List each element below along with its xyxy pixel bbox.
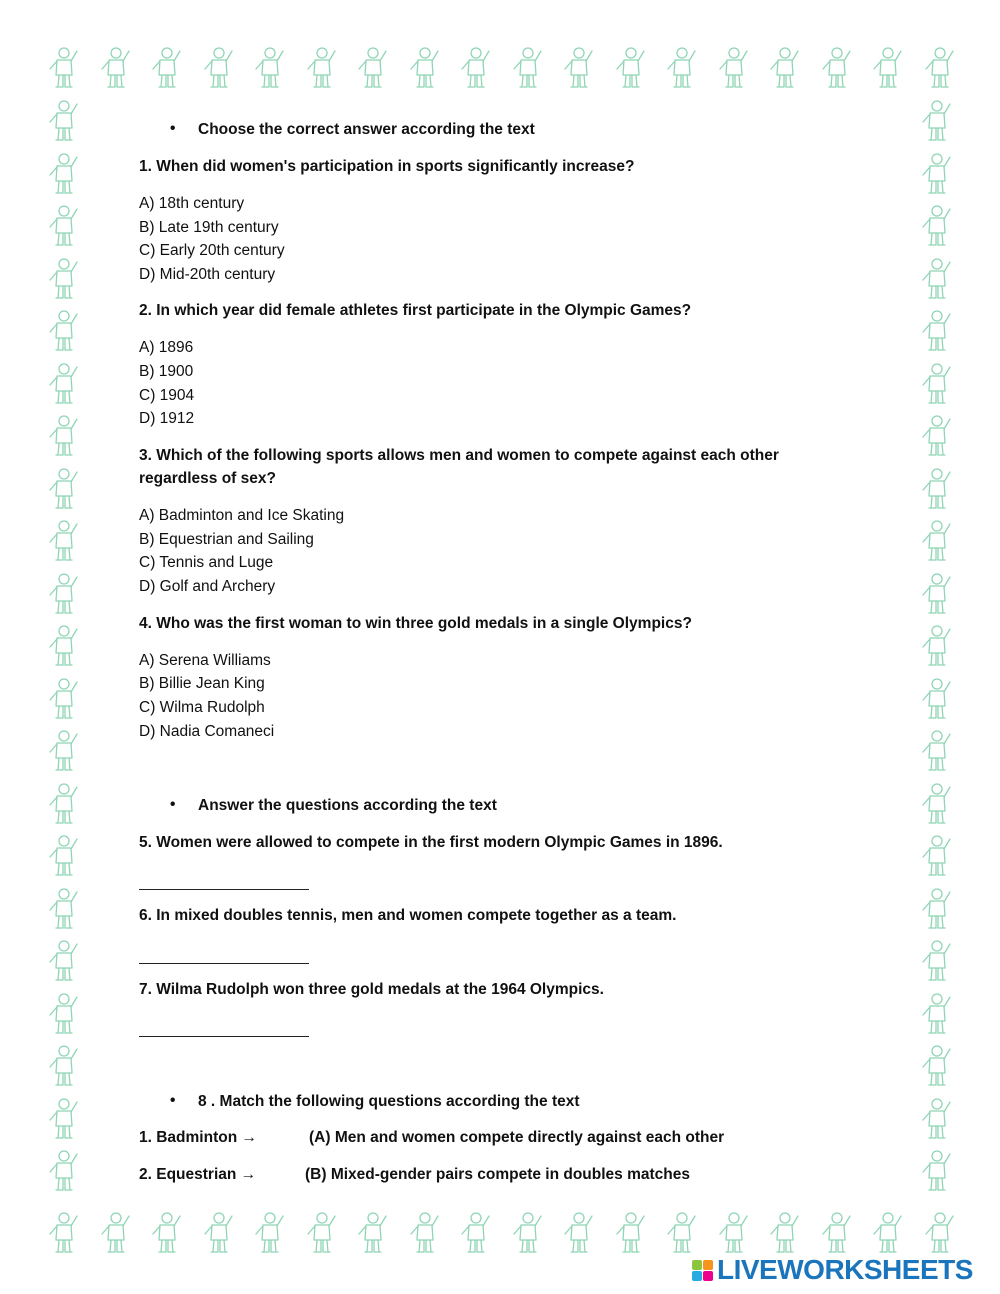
border-figure-icon [923, 889, 950, 928]
border-figure-icon [923, 731, 950, 770]
statement-7: 7. Wilma Rudolph won three gold medals at the 1964 Olympics. [139, 981, 604, 998]
border-figure-icon [923, 259, 950, 298]
border-figure-icon [50, 626, 77, 665]
border-figure-icon [50, 469, 77, 508]
border-figure-icon [565, 48, 592, 87]
option-3c[interactable]: C) Tennis and Luge [139, 554, 274, 571]
option-2b[interactable]: B) 1900 [139, 363, 194, 380]
border-figure-icon [874, 48, 901, 87]
section-heading-choose: Choose the correct answer according the text [198, 121, 535, 138]
match-right-a[interactable]: (A) Men and women compete directly against each other [309, 1129, 725, 1146]
border-figure-icon [874, 1213, 901, 1252]
option-1a[interactable]: A) 18th century [139, 195, 245, 212]
border-figure-icon [50, 1046, 77, 1085]
option-1c[interactable]: C) Early 20th century [139, 242, 285, 259]
border-figure-icon [50, 154, 77, 193]
logo-square [703, 1260, 713, 1270]
border-figure-icon [50, 1099, 77, 1138]
border-figure-icon [462, 1213, 489, 1252]
option-4b[interactable]: B) Billie Jean King [139, 675, 265, 692]
question-1: 1. When did women's participation in sports significantly increase? [139, 158, 635, 175]
border-figure-icon [205, 48, 232, 87]
border-figure-icon [256, 48, 283, 87]
border-figure-icon [50, 48, 77, 87]
match-left-1[interactable]: 1. Badminton → [139, 1129, 257, 1146]
answer-line-7[interactable] [139, 1036, 309, 1037]
border-figure-icon [823, 48, 850, 87]
border-figure-icon [923, 994, 950, 1033]
answer-line-5[interactable] [139, 889, 309, 890]
logo-square [692, 1260, 702, 1270]
border-figure-icon [462, 48, 489, 87]
answer-line-6[interactable] [139, 963, 309, 964]
border-figure-icon [50, 1213, 77, 1252]
bullet-icon: • [170, 1092, 176, 1109]
option-4d[interactable]: D) Nadia Comaneci [139, 723, 275, 740]
liveworksheets-logo[interactable] [692, 1256, 973, 1284]
option-3a[interactable]: A) Badminton and Ice Skating [139, 507, 345, 524]
border-figure-icon [50, 731, 77, 770]
border-figure-icon [823, 1213, 850, 1252]
border-figure-icon [771, 48, 798, 87]
question-3-line2: regardless of sex? [139, 470, 276, 487]
logo-text: LIVEWORKSHEETS [717, 1254, 973, 1285]
border-figure-icon [50, 521, 77, 560]
border-figure-icon [720, 48, 747, 87]
border-figure-icon [514, 48, 541, 87]
question-3-line1: 3. Which of the following sports allows men and women to compete against each other [139, 447, 779, 464]
border-figure-icon [102, 48, 129, 87]
bullet-icon: • [170, 796, 176, 813]
border-figure-icon [923, 1046, 950, 1085]
border-figure-icon [923, 469, 950, 508]
statement-5: 5. Women were allowed to compete in the first modern Olympic Games in 1896. [139, 834, 723, 851]
question-2: 2. In which year did female athletes first participate in the Olympic Games? [139, 302, 692, 319]
border-figure-icon [359, 48, 386, 87]
border-figure-icon [50, 364, 77, 403]
border-figure-icon [205, 1213, 232, 1252]
border-figure-icon [50, 259, 77, 298]
option-3b[interactable]: B) Equestrian and Sailing [139, 531, 314, 548]
border-figure-icon [565, 1213, 592, 1252]
border-figure-icon [923, 311, 950, 350]
border-figure-icon [50, 836, 77, 875]
border-figure-icon [668, 1213, 695, 1252]
question-4: 4. Who was the first woman to win three gold medals in a single Olympics? [139, 615, 692, 632]
border-figure-icon [720, 1213, 747, 1252]
border-figure-icon [923, 1099, 950, 1138]
option-4c[interactable]: C) Wilma Rudolph [139, 699, 265, 716]
border-figure-icon [923, 1151, 950, 1190]
border-figure-icon [923, 154, 950, 193]
border-figure-icon [411, 48, 438, 87]
border-figure-icon [50, 941, 77, 980]
border-figure-icon [923, 574, 950, 613]
border-figure-icon [50, 311, 77, 350]
border-figure-icon [50, 1151, 77, 1190]
border-figure-icon [923, 364, 950, 403]
border-figure-icon [102, 1213, 129, 1252]
border-figure-icon [923, 206, 950, 245]
border-figure-icon [50, 784, 77, 823]
option-2d[interactable]: D) 1912 [139, 410, 195, 427]
match-right-b[interactable]: (B) Mixed-gender pairs compete in doubles matches [305, 1166, 690, 1183]
option-1d[interactable]: D) Mid-20th century [139, 266, 276, 283]
section-heading-match: 8 . Match the following questions according the text [198, 1093, 580, 1110]
border-figure-icon [617, 48, 644, 87]
option-2c[interactable]: C) 1904 [139, 387, 195, 404]
border-figure-icon [50, 889, 77, 928]
border-figure-icon [359, 1213, 386, 1252]
option-1b[interactable]: B) Late 19th century [139, 219, 279, 236]
border-figure-icon [256, 1213, 283, 1252]
border-figure-icon [617, 1213, 644, 1252]
border-figure-icon [153, 1213, 180, 1252]
border-figure-icon [923, 784, 950, 823]
border-figure-icon [50, 206, 77, 245]
border-figure-icon [923, 626, 950, 665]
border-figure-icon [926, 48, 953, 87]
border-figure-icon [50, 679, 77, 718]
bullet-icon: • [170, 120, 176, 137]
border-figure-icon [153, 48, 180, 87]
border-figure-icon [923, 836, 950, 875]
section-heading-answer: Answer the questions according the text [198, 797, 497, 814]
border-figure-icon [50, 101, 77, 140]
border-figure-icon [771, 1213, 798, 1252]
border-figure-icon [923, 416, 950, 455]
match-left-2[interactable]: 2. Equestrian → [139, 1166, 257, 1183]
border-figure-icon [514, 1213, 541, 1252]
border-figure-icon [50, 994, 77, 1033]
border-figure-icon [923, 101, 950, 140]
statement-6: 6. In mixed doubles tennis, men and women compete together as a team. [139, 907, 677, 924]
border-figure-icon [923, 521, 950, 560]
logo-square [692, 1271, 702, 1281]
option-4a[interactable]: A) Serena Williams [139, 652, 271, 669]
border-figure-icon [923, 679, 950, 718]
logo-grid-icon [692, 1260, 713, 1281]
logo-square [703, 1271, 713, 1281]
option-3d[interactable]: D) Golf and Archery [139, 578, 276, 595]
border-figure-icon [923, 941, 950, 980]
border-figure-icon [926, 1213, 953, 1252]
border-figure-icon [50, 574, 77, 613]
border-figure-icon [308, 48, 335, 87]
border-figure-icon [411, 1213, 438, 1252]
border-figure-icon [668, 48, 695, 87]
border-figure-icon [308, 1213, 335, 1252]
border-figure-icon [50, 416, 77, 455]
option-2a[interactable]: A) 1896 [139, 339, 194, 356]
